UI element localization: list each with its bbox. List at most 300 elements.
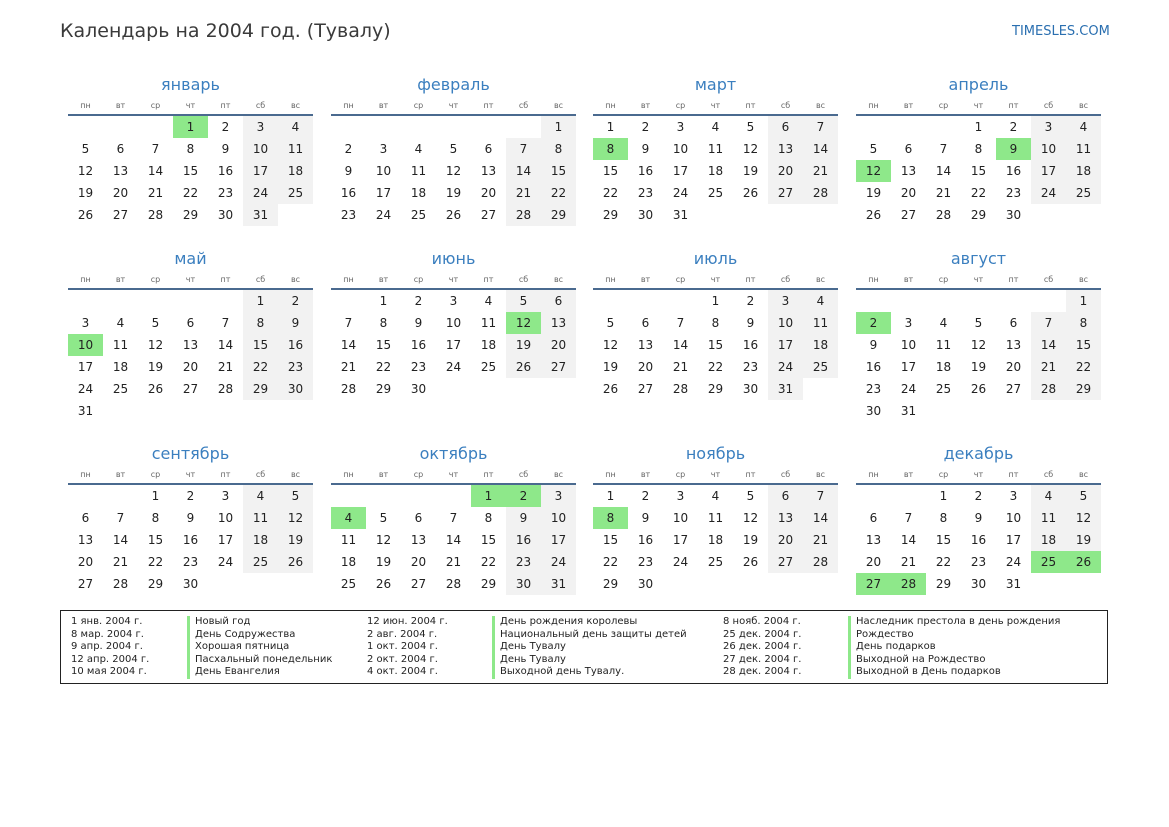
legend-names [492, 616, 687, 679]
day-cell: 24 [1031, 182, 1066, 204]
day-cell: 23 [1005, 186, 1022, 200]
day-cell: 19 [506, 334, 541, 356]
holiday-name: Наследник престола в день рождения [856, 616, 1061, 627]
weekday-label: ср [675, 101, 686, 110]
holiday-day: 25 [1031, 551, 1066, 573]
day-grid [856, 485, 1101, 595]
day-grid [593, 290, 838, 400]
day-cell: 4 [711, 120, 720, 134]
day-cell: 13 [900, 164, 917, 178]
day-cell: 7 [803, 485, 838, 507]
day-cell: 17 [375, 186, 392, 200]
day-cell: 28 [935, 208, 952, 222]
day-cell: 21 [803, 160, 838, 182]
day-cell: 17 [541, 529, 576, 551]
weekday-label: пн [80, 275, 91, 284]
empty-cell [926, 290, 961, 312]
day-cell: 28 [803, 551, 838, 573]
day-cell: 30 [217, 208, 234, 222]
weekday-label: вт [640, 101, 651, 110]
day-cell: 22 [970, 186, 987, 200]
day-cell: 2 [974, 489, 983, 503]
day-cell: 24 [77, 382, 94, 396]
day-cell: 18 [480, 338, 497, 352]
day-grid [593, 485, 838, 595]
day-cell: 30 [865, 404, 882, 418]
weekday-header [593, 100, 838, 116]
day-cell: 7 [116, 511, 125, 525]
weekday-label: вс [1078, 470, 1089, 479]
empty-cell [961, 290, 996, 312]
month-name: июнь [431, 249, 476, 268]
empty-cell [856, 290, 891, 312]
day-cell: 26 [742, 555, 759, 569]
day-cell: 30 [637, 577, 654, 591]
day-cell: 13 [1005, 338, 1022, 352]
day-cell: 13 [541, 312, 576, 334]
day-cell: 9 [641, 142, 650, 156]
holiday-date: 2 окт. 2004 г. [367, 653, 438, 665]
day-cell: 29 [541, 204, 576, 226]
month-4 [856, 74, 1101, 226]
day-cell: 30 [742, 382, 759, 396]
day-cell: 15 [707, 338, 724, 352]
weekday-label: пт [745, 470, 756, 479]
day-cell: 27 [480, 208, 497, 222]
holiday-date: 4 окт. 2004 г. [367, 666, 438, 678]
day-cell: 18 [410, 186, 427, 200]
weekday-label: ср [413, 275, 424, 284]
day-cell: 6 [81, 511, 90, 525]
day-cell: 7 [803, 116, 838, 138]
day-cell: 18 [707, 164, 724, 178]
day-cell: 15 [602, 164, 619, 178]
weekday-label: пт [1008, 101, 1019, 110]
day-cell: 8 [939, 511, 948, 525]
empty-cell [366, 116, 401, 138]
day-cell: 1 [1066, 290, 1101, 312]
empty-cell [103, 485, 138, 507]
weekday-label: вт [378, 470, 389, 479]
day-cell: 13 [410, 533, 427, 547]
day-cell: 11 [243, 507, 278, 529]
day-cell: 10 [1005, 511, 1022, 525]
day-cell: 28 [217, 382, 234, 396]
day-cell: 8 [541, 138, 576, 160]
holiday-day: 12 [856, 160, 891, 182]
day-cell: 22 [480, 555, 497, 569]
day-cell: 19 [865, 186, 882, 200]
weekday-label: вс [815, 470, 826, 479]
day-cell: 2 [344, 142, 353, 156]
day-cell: 4 [939, 316, 948, 330]
weekday-label: сб [518, 101, 529, 110]
legend-dates [723, 616, 801, 679]
holiday-date: 1 янв. 2004 г. [71, 616, 143, 627]
weekday-label: сб [1043, 470, 1054, 479]
holiday-day: 8 [593, 507, 628, 529]
day-cell: 11 [707, 511, 724, 525]
day-cell: 19 [742, 164, 759, 178]
weekday-label: вс [290, 470, 301, 479]
weekday-label: ср [938, 101, 949, 110]
day-cell: 23 [865, 382, 882, 396]
weekday-label: вс [553, 470, 564, 479]
weekday-label: пн [80, 470, 91, 479]
day-cell: 14 [935, 164, 952, 178]
day-cell: 23 [410, 360, 427, 374]
day-cell: 23 [506, 551, 541, 573]
empty-cell [68, 116, 103, 138]
day-cell: 15 [602, 533, 619, 547]
weekday-header [331, 100, 576, 116]
day-cell: 3 [676, 489, 685, 503]
day-cell: 21 [112, 555, 129, 569]
day-cell: 9 [974, 511, 983, 525]
weekday-label: чт [973, 470, 984, 479]
day-cell: 5 [449, 142, 458, 156]
day-grid [68, 116, 313, 226]
day-cell: 11 [340, 533, 357, 547]
day-cell: 13 [637, 338, 654, 352]
holiday-legend [60, 610, 1108, 684]
month-1 [68, 74, 313, 226]
empty-cell [856, 116, 891, 138]
day-cell: 11 [480, 316, 497, 330]
day-cell: 4 [711, 489, 720, 503]
day-cell: 14 [217, 338, 234, 352]
day-cell: 4 [278, 116, 313, 138]
day-cell: 20 [541, 334, 576, 356]
day-cell: 5 [506, 290, 541, 312]
holiday-date: 28 дек. 2004 г. [723, 666, 802, 678]
day-cell: 19 [375, 555, 392, 569]
day-cell: 11 [112, 338, 129, 352]
day-cell: 3 [768, 290, 803, 312]
day-cell: 20 [480, 186, 497, 200]
legend-dates [71, 616, 149, 679]
day-cell: 8 [243, 312, 278, 334]
weekday-label: вс [553, 101, 564, 110]
day-cell: 21 [506, 182, 541, 204]
weekday-label: пт [483, 275, 494, 284]
empty-cell [68, 290, 103, 312]
day-cell: 15 [935, 533, 952, 547]
holiday-date: 26 дек. 2004 г. [723, 641, 802, 653]
day-grid [856, 290, 1101, 422]
day-cell: 20 [112, 186, 129, 200]
empty-cell [1031, 290, 1066, 312]
day-cell: 2 [641, 489, 650, 503]
day-cell: 30 [970, 577, 987, 591]
holiday-name: День рождения королевы [500, 616, 638, 627]
day-cell: 29 [182, 208, 199, 222]
day-cell: 6 [641, 316, 650, 330]
day-cell: 19 [742, 533, 759, 547]
day-cell: 20 [77, 555, 94, 569]
day-cell: 7 [449, 511, 458, 525]
weekday-label: вт [640, 275, 651, 284]
day-cell: 27 [768, 551, 803, 573]
month-name: март [694, 75, 737, 94]
day-cell: 17 [900, 360, 917, 374]
month-name: сентябрь [151, 444, 230, 463]
weekday-label: сб [1043, 275, 1054, 284]
weekday-label: пт [1008, 275, 1019, 284]
empty-cell [471, 116, 506, 138]
holiday-day: 10 [68, 334, 103, 356]
day-cell: 22 [602, 555, 619, 569]
day-cell: 1 [541, 116, 576, 138]
day-cell: 26 [278, 551, 313, 573]
day-cell: 6 [768, 116, 803, 138]
weekday-label: вт [378, 101, 389, 110]
empty-cell [628, 290, 663, 312]
empty-cell [856, 485, 891, 507]
day-cell: 23 [278, 356, 313, 378]
legend-dates [367, 616, 448, 679]
day-cell: 27 [1005, 382, 1022, 396]
weekday-label: чт [448, 101, 459, 110]
holiday-name: Выходной день Тувалу. [500, 666, 625, 678]
day-cell: 19 [970, 360, 987, 374]
day-cell: 16 [278, 334, 313, 356]
day-cell: 11 [278, 138, 313, 160]
weekday-label: чт [710, 470, 721, 479]
holiday-name: День Содружества [195, 628, 296, 640]
day-cell: 24 [243, 182, 278, 204]
day-cell: 27 [900, 208, 917, 222]
day-grid [331, 485, 576, 595]
weekday-label: пт [220, 101, 231, 110]
holiday-date: 10 мая 2004 г. [71, 666, 147, 678]
day-cell: 3 [449, 294, 458, 308]
empty-cell [331, 116, 366, 138]
day-cell: 10 [672, 142, 689, 156]
day-cell: 13 [768, 507, 803, 529]
day-cell: 6 [414, 511, 423, 525]
day-cell: 6 [484, 142, 493, 156]
day-cell: 11 [935, 338, 952, 352]
weekday-label: пт [483, 101, 494, 110]
day-cell: 28 [112, 577, 129, 591]
day-cell: 29 [147, 577, 164, 591]
day-cell: 27 [182, 382, 199, 396]
day-cell: 30 [278, 378, 313, 400]
day-cell: 24 [217, 555, 234, 569]
day-cell: 19 [147, 360, 164, 374]
weekday-label: пт [483, 470, 494, 479]
day-cell: 16 [182, 533, 199, 547]
empty-cell [436, 485, 471, 507]
day-cell: 1 [606, 120, 615, 134]
empty-cell [331, 485, 366, 507]
day-cell: 30 [182, 577, 199, 591]
weekday-label: ср [675, 275, 686, 284]
holiday-day: 28 [891, 573, 926, 595]
day-cell: 27 [112, 208, 129, 222]
weekday-label: сб [255, 101, 266, 110]
day-cell: 18 [803, 334, 838, 356]
month-10 [331, 443, 576, 595]
weekday-label: вт [903, 470, 914, 479]
day-cell: 20 [768, 529, 803, 551]
weekday-label: вт [115, 101, 126, 110]
weekday-label: чт [185, 275, 196, 284]
weekday-label: сб [518, 470, 529, 479]
weekday-label: пн [605, 101, 616, 110]
day-cell: 14 [112, 533, 129, 547]
weekday-label: ср [413, 101, 424, 110]
day-cell: 2 [1009, 120, 1018, 134]
day-cell: 2 [221, 120, 230, 134]
weekday-label: ср [675, 470, 686, 479]
day-cell: 16 [217, 164, 234, 178]
weekday-label: ср [150, 275, 161, 284]
day-cell: 21 [803, 529, 838, 551]
day-cell: 14 [900, 533, 917, 547]
weekday-label: сб [780, 101, 791, 110]
day-cell: 24 [1005, 555, 1022, 569]
day-cell: 8 [379, 316, 388, 330]
day-cell: 3 [221, 489, 230, 503]
day-cell: 7 [904, 511, 913, 525]
weekday-label: вс [553, 275, 564, 284]
day-cell: 9 [869, 338, 878, 352]
day-cell: 22 [541, 182, 576, 204]
day-cell: 7 [221, 316, 230, 330]
day-cell: 8 [711, 316, 720, 330]
month-9 [68, 443, 313, 595]
weekday-label: пн [343, 275, 354, 284]
day-cell: 18 [1066, 160, 1101, 182]
day-cell: 18 [278, 160, 313, 182]
day-cell: 10 [541, 507, 576, 529]
day-cell: 27 [637, 382, 654, 396]
day-grid [856, 116, 1101, 226]
empty-cell [401, 116, 436, 138]
day-cell: 25 [1066, 182, 1101, 204]
day-cell: 18 [340, 555, 357, 569]
day-cell: 13 [768, 138, 803, 160]
day-cell: 13 [77, 533, 94, 547]
weekday-header [68, 469, 313, 485]
day-cell: 15 [182, 164, 199, 178]
day-cell: 15 [1066, 334, 1101, 356]
site-link[interactable]: TIMESLES.COM [1012, 24, 1110, 39]
day-cell: 20 [182, 360, 199, 374]
weekday-header [856, 100, 1101, 116]
day-cell: 28 [672, 382, 689, 396]
day-cell: 14 [147, 164, 164, 178]
day-cell: 14 [445, 533, 462, 547]
day-cell: 17 [243, 160, 278, 182]
day-cell: 29 [935, 577, 952, 591]
month-5 [68, 248, 313, 422]
day-cell: 17 [217, 533, 234, 547]
holiday-day: 1 [173, 116, 208, 138]
day-cell: 13 [480, 164, 497, 178]
weekday-label: вс [1078, 101, 1089, 110]
month-3 [593, 74, 838, 226]
day-cell: 23 [637, 186, 654, 200]
weekday-label: пн [868, 101, 879, 110]
day-cell: 11 [410, 164, 427, 178]
day-cell: 22 [602, 186, 619, 200]
month-name: ноябрь [685, 444, 746, 463]
day-cell: 15 [541, 160, 576, 182]
day-cell: 26 [375, 577, 392, 591]
month-12 [856, 443, 1101, 595]
month-11 [593, 443, 838, 595]
day-cell: 31 [768, 378, 803, 400]
day-cell: 11 [1066, 138, 1101, 160]
weekday-label: ср [150, 101, 161, 110]
day-cell: 23 [217, 186, 234, 200]
day-cell: 7 [939, 142, 948, 156]
holiday-date: 27 дек. 2004 г. [723, 653, 802, 665]
weekday-header [331, 274, 576, 290]
day-cell: 24 [541, 551, 576, 573]
day-cell: 17 [672, 164, 689, 178]
day-cell: 8 [484, 511, 493, 525]
day-cell: 28 [1031, 378, 1066, 400]
day-cell: 26 [970, 382, 987, 396]
holiday-name: Выходной в День подарков [856, 666, 1001, 678]
day-cell: 25 [935, 382, 952, 396]
day-cell: 20 [637, 360, 654, 374]
day-cell: 23 [182, 555, 199, 569]
day-cell: 10 [900, 338, 917, 352]
day-cell: 16 [340, 186, 357, 200]
day-cell: 26 [742, 186, 759, 200]
day-cell: 13 [182, 338, 199, 352]
holiday-date: 8 нояб. 2004 г. [723, 616, 801, 627]
day-cell: 3 [676, 120, 685, 134]
day-cell: 5 [974, 316, 983, 330]
day-cell: 24 [672, 186, 689, 200]
day-cell: 26 [445, 208, 462, 222]
day-cell: 9 [221, 142, 230, 156]
weekday-label: ср [938, 275, 949, 284]
day-cell: 25 [480, 360, 497, 374]
empty-cell [103, 116, 138, 138]
empty-cell [436, 116, 471, 138]
day-cell: 20 [410, 555, 427, 569]
day-cell: 15 [243, 334, 278, 356]
day-cell: 4 [243, 485, 278, 507]
day-cell: 1 [379, 294, 388, 308]
day-cell: 24 [672, 555, 689, 569]
holiday-day: 2 [506, 485, 541, 507]
day-cell: 18 [935, 360, 952, 374]
month-8 [856, 248, 1101, 422]
holiday-name: Выходной на Рождество [856, 653, 986, 665]
holiday-date: 12 апр. 2004 г. [71, 653, 150, 665]
day-cell: 8 [1066, 312, 1101, 334]
day-cell: 28 [147, 208, 164, 222]
month-name: июль [693, 249, 738, 268]
weekday-label: ср [413, 470, 424, 479]
day-cell: 9 [506, 507, 541, 529]
day-cell: 5 [81, 142, 90, 156]
day-cell: 4 [414, 142, 423, 156]
day-cell: 11 [707, 142, 724, 156]
day-cell: 21 [445, 555, 462, 569]
day-cell: 7 [676, 316, 685, 330]
day-cell: 8 [151, 511, 160, 525]
day-cell: 19 [278, 529, 313, 551]
